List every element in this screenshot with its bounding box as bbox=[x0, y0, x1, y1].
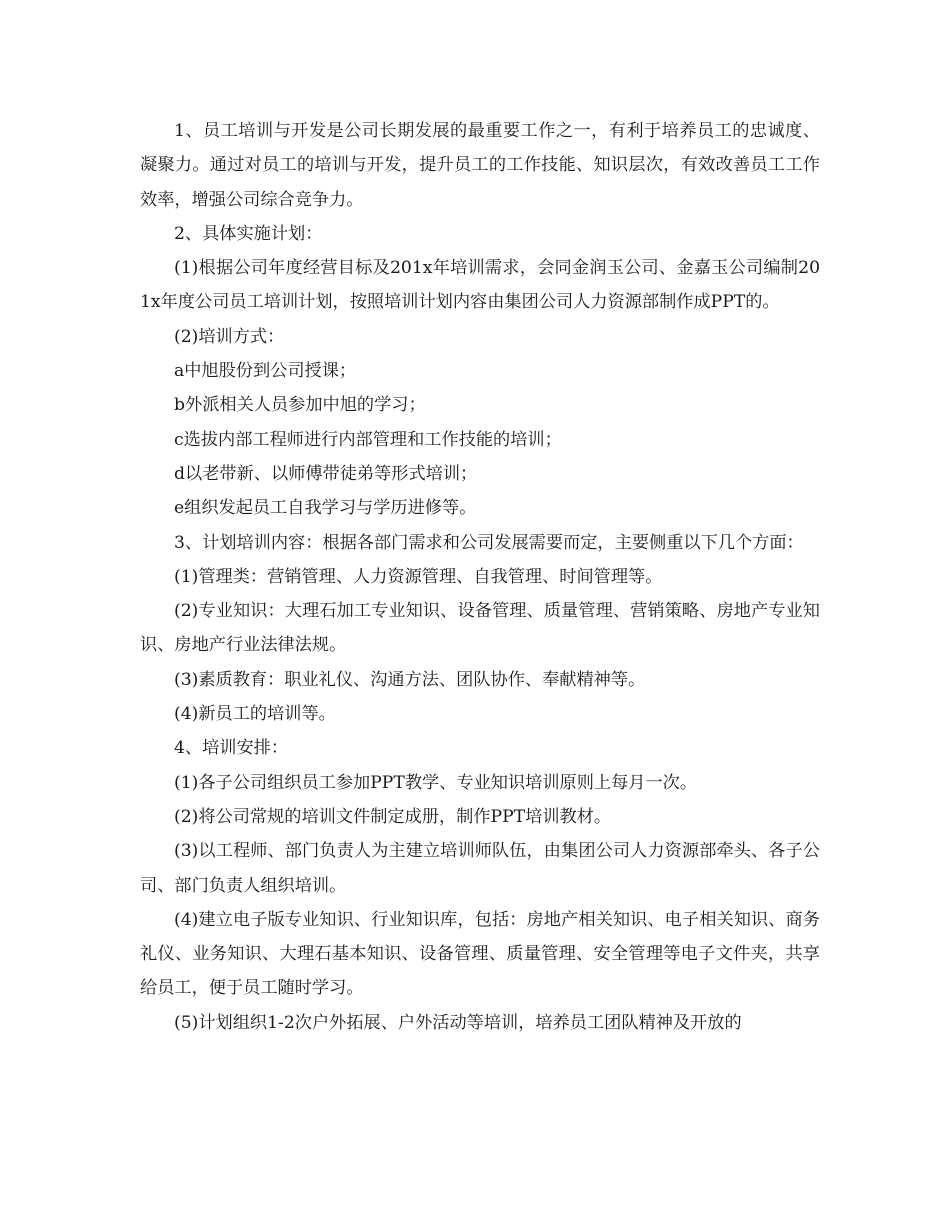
paragraph: (1)根据公司年度经营目标及201x年培训需求，会同金润玉公司、金嘉玉公司编制201x年度公司员工培训计划，按照培训计划内容由集团公司人力资源部制作成PPT的。 bbox=[140, 258, 820, 313]
paragraph: (1)管理类：营销管理、人力资源管理、自我管理、时间管理等。 bbox=[174, 566, 663, 587]
paragraph: (2)将公司常规的培训文件制定成册，制作PPT培训教材。 bbox=[174, 806, 612, 827]
paragraph: (3)以工程师、部门负责人为主建立培训师队伍，由集团公司人力资源部牵头、各子公司、部门负责人组织培训。 bbox=[140, 841, 820, 896]
paragraph: 1、员工培训与开发是公司长期发展的最重要工作之一，有利于培养员工的忠诚度、凝聚力。通过对员工的培训与开发，提升员工的工作技能、知识层次，有效改善员工工作效率，增强公司综合竞争力。 bbox=[140, 121, 820, 210]
paragraph: e组织发起员工自我学习与学历进修等。 bbox=[174, 498, 477, 519]
paragraph: (3)素质教育：职业礼仪、沟通方法、团队协作、奉献精神等。 bbox=[174, 669, 646, 690]
paragraph: b外派相关人员参加中旭的学习； bbox=[174, 395, 426, 416]
paragraph: 4、培训安排： bbox=[174, 738, 289, 759]
paragraph: 2、具体实施计划： bbox=[174, 223, 323, 244]
document-body bbox=[140, 114, 820, 1040]
paragraph: (2)专业知识：大理石加工专业知识、设备管理、质量管理、营销策略、房地产专业知识、房地产行业法律法规。 bbox=[140, 601, 820, 656]
paragraph: (4)新员工的培训等。 bbox=[174, 704, 336, 725]
paragraph: (2)培训方式： bbox=[174, 326, 285, 347]
paragraph: c选拔内部工程师进行内部管理和工作技能的培训； bbox=[174, 429, 562, 450]
paragraph: (5)计划组织1-2次户外拓展、户外活动等培训，培养员工团队精神及开放的 bbox=[174, 1012, 742, 1033]
paragraph: d以老带新、以师傅带徒弟等形式培训； bbox=[174, 463, 478, 484]
paragraph: (4)建立电子版专业知识、行业知识库，包括：房地产相关知识、电子相关知识、商务礼仪、业务知识、大理石基本知识、设备管理、质量管理、安全管理等电子文件夹，共享给员工，便于员工随时学习。 bbox=[140, 909, 820, 999]
paragraph: a中旭股份到公司授课； bbox=[174, 361, 357, 382]
paragraph: 3、计划培训内容：根据各部门需求和公司发展需要而定，主要侧重以下几个方面： bbox=[174, 532, 804, 553]
paragraph: (1)各子公司组织员工参加PPT教学、专业知识培训原则上每月一次。 bbox=[174, 772, 698, 793]
